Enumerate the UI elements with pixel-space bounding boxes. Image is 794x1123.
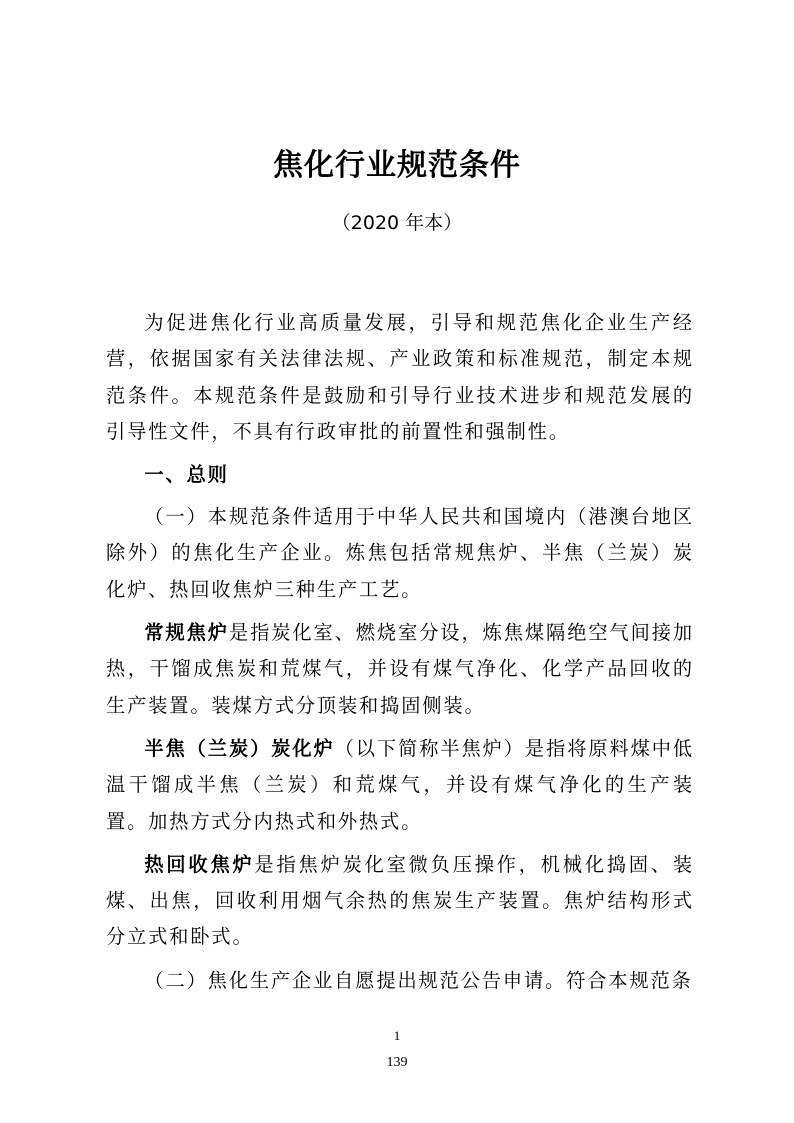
clause-1: （一）本规范条件适用于中华人民共和国境内（港澳台地区除外）的焦化生产企业。炼焦包括常规焦炉、半焦（兰炭）炭化炉、热回收焦炉三种生产工艺。: [106, 505, 694, 601]
document-subtitle: （2020 年本）: [331, 212, 463, 234]
term-heat-recovery-oven: 热回收焦炉: [144, 852, 255, 876]
definition-semicoke-oven: [106, 731, 694, 840]
document-title: 焦化行业规范条件: [273, 148, 521, 183]
page-number-global: 139: [386, 1055, 408, 1070]
definition-conventional-coke-oven: [106, 615, 694, 724]
term-semicoke-oven: 半焦（兰炭）炭化炉: [144, 736, 335, 760]
definition-heat-recovery-oven: [106, 847, 694, 956]
intro-paragraph: 为促进焦化行业高质量发展，引导和规范焦化企业生产经营，依据国家有关法律法规、产业政策和标准规范，制定本规范条件。本规范条件是鼓励和引导行业技术进步和规范发展的引导性文件，不具有行政审批的前置性和强制性。: [106, 311, 694, 443]
section-heading: 一、总则: [144, 463, 229, 487]
definition-text: 是指炭化室、燃烧室分设，炼焦煤隔绝空气间接加热，干馏成焦炭和荒煤气，并设有煤气净化、化学产品回收的生产装置。装煤方式分顶装和捣固侧装。: [106, 621, 694, 717]
term-conventional-coke-oven: 常规焦炉: [144, 621, 229, 645]
document-body: [106, 305, 694, 1006]
definition-text: （以下简称半焦炉）是指将原料煤中低温干馏成半焦（兰炭）和荒煤气，并设有煤气净化的生产装置。加热方式分内热式和外热式。: [106, 736, 694, 833]
clause-2: （二）焦化生产企业自愿提出规范公告申请。符合本规范条: [144, 968, 693, 992]
page-number-local: 1: [393, 1028, 401, 1043]
definition-text: 是指焦炉炭化室微负压操作，机械化捣固、装煤、出焦，回收利用烟气余热的焦炭生产装置。焦炉结构形式分立式和卧式。: [106, 852, 694, 949]
